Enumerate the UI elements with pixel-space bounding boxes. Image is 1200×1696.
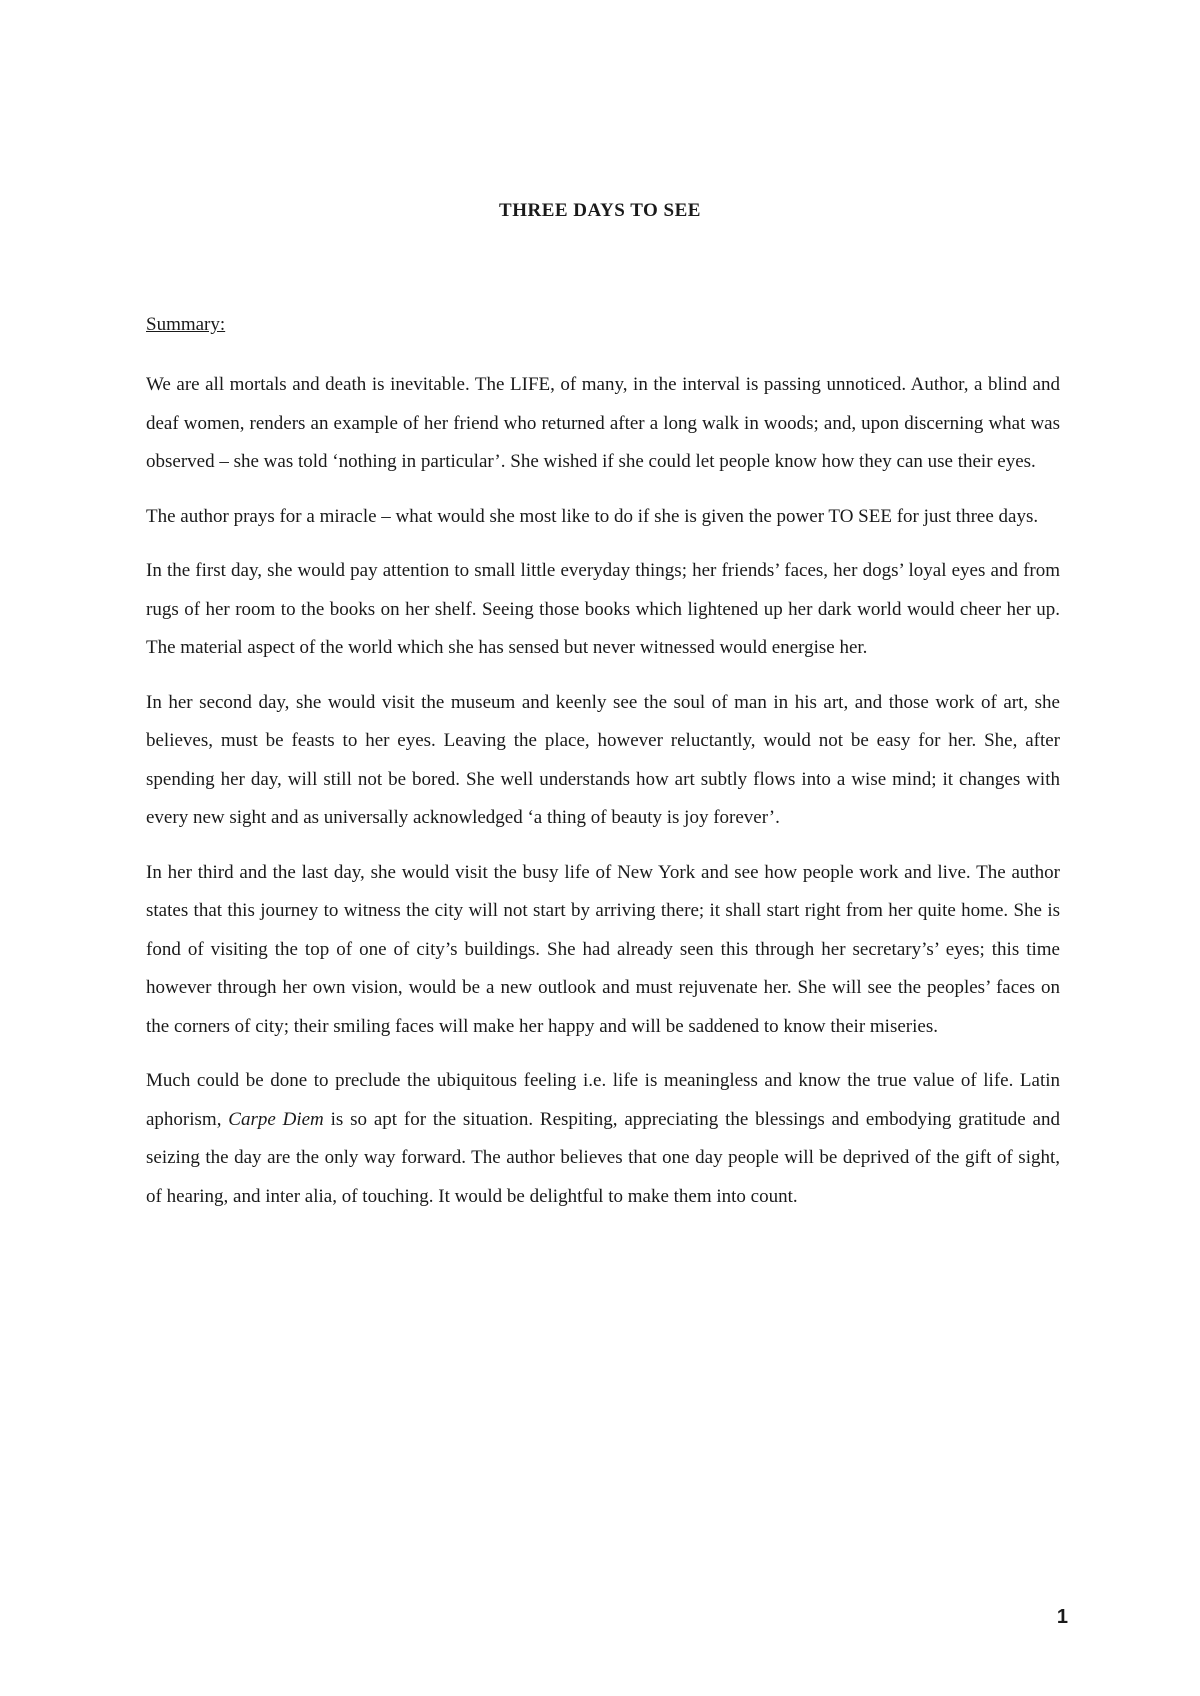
document-title: THREE DAYS TO SEE — [499, 200, 701, 221]
section-label: Summary: — [146, 314, 226, 335]
paragraph-conclusion — [146, 1062, 1060, 1216]
paragraph-first-day: In the first day, she would pay attention to small little everyday things; her friends’ faces, her dogs’ loyal eyes and from rugs of her room to the books on her shelf. Seeing those books which lightened up her dark world would cheer her up. The material aspect of the world which she has sensed but never witnessed would energise her. — [146, 560, 1060, 658]
conclusion-text-start: Much could be done to preclude the ubiquitous feeling i.e. life is meaningless and know the true value of life. Latin aphorism, — [146, 1070, 1060, 1130]
latin-aphorism: Carpe Diem — [228, 1108, 324, 1130]
conclusion-text-end: is so apt for the situation. Respiting, appreciating the blessings and embodying gratitude and seizing the day are the only way forward. The author believes that one day people will be deprived of the gift of sight, of hearing, and inter alia, of touching. It would be delightful to make them into count. — [146, 1108, 1060, 1207]
page-number: 1 — [1056, 1606, 1068, 1628]
paragraph-miracle: The author prays for a miracle – what would she most like to do if she is given the power TO SEE for just three days. — [146, 505, 1039, 527]
paragraph-third-day: In her third and the last day, she would visit the busy life of New York and see how people work and live. The author states that this journey to witness the city will not start by arriving there; it shall start right from her quite home. She is fond of visiting the top of one of city’s buildings. She had already seen this through her secretary’s’ eyes; this time however through her own vision, would be a new outlook and must rejuvenate her. She will see the peoples’ faces on the corners of city; their smiling faces will make her happy and will be saddened to know their miseries. — [146, 861, 1060, 1037]
document-body — [146, 306, 1060, 1232]
paragraph-intro: We are all mortals and death is inevitable. The LIFE, of many, in the interval is passing unnoticed. Author, a blind and deaf women, renders an example of her friend who returned after a long walk in woods; and, upon discerning what was observed – she was told ‘nothing in particular’. She wished if she could let people know how they can use their eyes. — [146, 374, 1060, 472]
paragraph-second-day: In her second day, she would visit the museum and keenly see the soul of man in his art, and those work of art, she believes, must be feasts to her eyes. Leaving the place, however reluctantly, would not be easy for her. She, after spending her day, will still not be bored. She well understands how art subtly flows into a wise mind; it changes with every new sight and as universally acknowledged ‘a thing of beauty is joy forever’. — [146, 691, 1060, 828]
